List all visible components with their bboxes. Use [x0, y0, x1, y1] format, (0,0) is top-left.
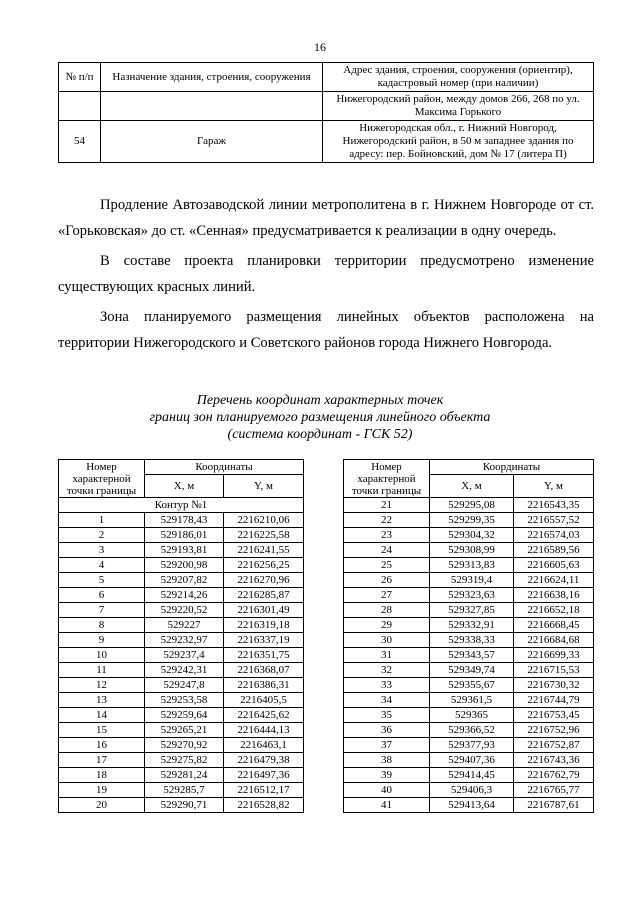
- point-number: 25: [344, 558, 430, 573]
- y-value: 2216444,13: [224, 723, 304, 738]
- x-value: 529214,26: [145, 588, 224, 603]
- coordinates-table-right: [343, 459, 594, 813]
- point-number: 35: [344, 708, 430, 723]
- point-number: 21: [344, 498, 430, 513]
- coord-row: [59, 708, 304, 723]
- y-value: 2216752,96: [514, 723, 594, 738]
- y-value: 2216638,16: [514, 588, 594, 603]
- x-value: 529313,83: [430, 558, 514, 573]
- y-value: 2216765,77: [514, 783, 594, 798]
- point-number: 6: [59, 588, 145, 603]
- coord-header-row: [59, 460, 304, 475]
- table-row: [59, 121, 594, 163]
- x-value: 529327,85: [430, 603, 514, 618]
- point-number: 38: [344, 753, 430, 768]
- x-value: 529304,32: [430, 528, 514, 543]
- x-value: 529237,4: [145, 648, 224, 663]
- x-value: 529414,45: [430, 768, 514, 783]
- y-value: 2216730,32: [514, 678, 594, 693]
- coord-row: [59, 528, 304, 543]
- coord-row: [59, 573, 304, 588]
- paragraph: В составе проекта планировки территории предусмотрено изменение существующих красных линий.: [58, 253, 594, 295]
- point-number: 17: [59, 753, 145, 768]
- point-number: 10: [59, 648, 145, 663]
- x-value: 529413,64: [430, 798, 514, 813]
- point-number: 5: [59, 573, 145, 588]
- point-number: 31: [344, 648, 430, 663]
- point-number: 29: [344, 618, 430, 633]
- point-number: 26: [344, 573, 430, 588]
- coord-row: [344, 498, 594, 513]
- coord-row: [344, 708, 594, 723]
- y-value: 2216463,1: [224, 738, 304, 753]
- y-value: 2216652,18: [514, 603, 594, 618]
- y-value: 2216743,36: [514, 753, 594, 768]
- x-value: 529178,43: [145, 513, 224, 528]
- x-value: 529270,92: [145, 738, 224, 753]
- coord-row: [344, 753, 594, 768]
- point-number: 3: [59, 543, 145, 558]
- y-value: 2216512,17: [224, 783, 304, 798]
- coord-row: [344, 603, 594, 618]
- y-value: 2216386,31: [224, 678, 304, 693]
- x-value: 529265,21: [145, 723, 224, 738]
- row-address: Нижегородский район, между домов 266, 268 по ул. Максима Горького: [323, 92, 594, 121]
- header-purpose: Назначение здания, строения, сооружения: [101, 63, 323, 92]
- coord-row: [59, 783, 304, 798]
- y-value: 2216787,61: [514, 798, 594, 813]
- x-value: 529343,57: [430, 648, 514, 663]
- coordinates-caption: [0, 392, 640, 443]
- caption-line: границ зон планируемого размещения линейного объекта: [149, 410, 491, 425]
- x-value: 529365: [430, 708, 514, 723]
- coord-row: [59, 543, 304, 558]
- point-number: 7: [59, 603, 145, 618]
- y-value: 2216351,75: [224, 648, 304, 663]
- coord-header-row: [344, 460, 594, 475]
- y-value: 2216752,87: [514, 738, 594, 753]
- buildings-table: [58, 62, 594, 163]
- coord-row: [59, 663, 304, 678]
- coord-row: [59, 723, 304, 738]
- x-value: 529281,24: [145, 768, 224, 783]
- coord-row: [59, 738, 304, 753]
- coord-row: [59, 618, 304, 633]
- y-value: 2216699,33: [514, 648, 594, 663]
- point-number: 22: [344, 513, 430, 528]
- x-value: 529332,91: [430, 618, 514, 633]
- coord-row: [59, 678, 304, 693]
- coord-row: [344, 723, 594, 738]
- y-value: 2216479,38: [224, 753, 304, 768]
- header-point: Номер характерной точки границы: [59, 460, 145, 498]
- paragraph: Продление Автозаводской линии метрополитена в г. Нижнем Новгороде от ст. «Горьковская» до ст. «Сенная» предусматривается к реализации в одну очередь.: [58, 197, 594, 239]
- coord-row: [344, 663, 594, 678]
- point-number: 14: [59, 708, 145, 723]
- coord-row: [344, 648, 594, 663]
- paragraph: Зона планируемого размещения линейных объектов расположена на территории Нижегородского и Советского районов города Нижнего Новгорода.: [58, 309, 594, 351]
- row-address: Нижегородская обл., г. Нижний Новгород, Нижегородский район, в 50 м западнее здания по адресу: пер. Бойновский, дом № 17 (литера П): [323, 121, 594, 163]
- y-value: 2216605,63: [514, 558, 594, 573]
- coord-row: [344, 783, 594, 798]
- y-value: 2216337,19: [224, 633, 304, 648]
- y-value: 2216241,55: [224, 543, 304, 558]
- contour-row: [59, 498, 304, 513]
- point-number: 13: [59, 693, 145, 708]
- y-value: 2216256,25: [224, 558, 304, 573]
- x-value: 529299,35: [430, 513, 514, 528]
- coord-row: [344, 513, 594, 528]
- coord-row: [344, 768, 594, 783]
- y-value: 2216762,79: [514, 768, 594, 783]
- coord-row: [344, 573, 594, 588]
- x-value: 529186,01: [145, 528, 224, 543]
- point-number: 36: [344, 723, 430, 738]
- buildings-table-header: [59, 63, 594, 92]
- x-value: 529406,3: [430, 783, 514, 798]
- x-value: 529366,52: [430, 723, 514, 738]
- y-value: 2216285,87: [224, 588, 304, 603]
- y-value: 2216624,11: [514, 573, 594, 588]
- coord-row: [59, 558, 304, 573]
- point-number: 24: [344, 543, 430, 558]
- x-value: 529355,67: [430, 678, 514, 693]
- y-value: 2216528,82: [224, 798, 304, 813]
- point-number: 32: [344, 663, 430, 678]
- point-number: 16: [59, 738, 145, 753]
- y-value: 2216715,53: [514, 663, 594, 678]
- coord-row: [59, 513, 304, 528]
- point-number: 2: [59, 528, 145, 543]
- x-value: 529308,99: [430, 543, 514, 558]
- x-value: 529407,36: [430, 753, 514, 768]
- y-value: 2216301,49: [224, 603, 304, 618]
- y-value: 2216684,68: [514, 633, 594, 648]
- y-value: 2216270,96: [224, 573, 304, 588]
- contour-label: Контур №1: [59, 498, 304, 513]
- x-value: 529242,31: [145, 663, 224, 678]
- point-number: 28: [344, 603, 430, 618]
- coord-row: [59, 633, 304, 648]
- y-value: 2216405,5: [224, 693, 304, 708]
- y-value: 2216225,58: [224, 528, 304, 543]
- y-value: 2216557,52: [514, 513, 594, 528]
- point-number: 39: [344, 768, 430, 783]
- point-number: 1: [59, 513, 145, 528]
- body-text: [58, 192, 594, 360]
- coord-row: [59, 693, 304, 708]
- y-value: 2216319,18: [224, 618, 304, 633]
- y-value: 2216497,36: [224, 768, 304, 783]
- x-value: 529319,4: [430, 573, 514, 588]
- coord-row: [344, 693, 594, 708]
- point-number: 33: [344, 678, 430, 693]
- point-number: 20: [59, 798, 145, 813]
- coord-row: [344, 738, 594, 753]
- coord-row: [59, 603, 304, 618]
- x-value: 529323,63: [430, 588, 514, 603]
- coord-row: [59, 798, 304, 813]
- coord-row: [344, 678, 594, 693]
- x-value: 529247,8: [145, 678, 224, 693]
- header-y: Y, м: [224, 475, 304, 498]
- header-y: Y, м: [514, 475, 594, 498]
- y-value: 2216425,62: [224, 708, 304, 723]
- y-value: 2216668,45: [514, 618, 594, 633]
- x-value: 529259,64: [145, 708, 224, 723]
- coord-row: [344, 618, 594, 633]
- point-number: 11: [59, 663, 145, 678]
- point-number: 8: [59, 618, 145, 633]
- coord-row: [344, 528, 594, 543]
- point-number: 4: [59, 558, 145, 573]
- caption-line: (система координат - ГСК 52): [227, 427, 413, 442]
- point-number: 37: [344, 738, 430, 753]
- x-value: 529207,82: [145, 573, 224, 588]
- coord-row: [344, 588, 594, 603]
- coord-row: [59, 648, 304, 663]
- row-number: 54: [59, 121, 101, 163]
- x-value: 529361,5: [430, 693, 514, 708]
- x-value: 529290,71: [145, 798, 224, 813]
- coordinates-table-left: [58, 459, 304, 813]
- x-value: 529349,74: [430, 663, 514, 678]
- point-number: 30: [344, 633, 430, 648]
- y-value: 2216574,03: [514, 528, 594, 543]
- x-value: 529377,93: [430, 738, 514, 753]
- coord-row: [59, 768, 304, 783]
- x-value: 529253,58: [145, 693, 224, 708]
- x-value: 529193,81: [145, 543, 224, 558]
- x-value: 529275,82: [145, 753, 224, 768]
- point-number: 12: [59, 678, 145, 693]
- y-value: 2216753,45: [514, 708, 594, 723]
- coord-row: [59, 588, 304, 603]
- x-value: 529232,97: [145, 633, 224, 648]
- row-purpose: Гараж: [101, 121, 323, 163]
- header-coords: Координаты: [430, 460, 594, 475]
- y-value: 2216210,06: [224, 513, 304, 528]
- coord-row: [344, 633, 594, 648]
- x-value: 529295,08: [430, 498, 514, 513]
- point-number: 34: [344, 693, 430, 708]
- point-number: 27: [344, 588, 430, 603]
- point-number: 18: [59, 768, 145, 783]
- y-value: 2216543,35: [514, 498, 594, 513]
- table-row: [59, 92, 594, 121]
- row-number: [59, 92, 101, 121]
- header-coords: Координаты: [145, 460, 304, 475]
- x-value: 529338,33: [430, 633, 514, 648]
- header-address: Адрес здания, строения, сооружения (ориентир), кадастровый номер (при наличии): [323, 63, 594, 92]
- coord-row: [59, 753, 304, 768]
- y-value: 2216744,79: [514, 693, 594, 708]
- point-number: 41: [344, 798, 430, 813]
- header-number: № п/п: [59, 63, 101, 92]
- y-value: 2216368,07: [224, 663, 304, 678]
- header-x: X, м: [145, 475, 224, 498]
- page-number: 16: [314, 40, 326, 54]
- caption-line: Перечень координат характерных точек: [196, 393, 444, 408]
- x-value: 529200,98: [145, 558, 224, 573]
- x-value: 529220,52: [145, 603, 224, 618]
- header-x: X, м: [430, 475, 514, 498]
- y-value: 2216589,56: [514, 543, 594, 558]
- header-point: Номер характерной точки границы: [344, 460, 430, 498]
- row-purpose: [101, 92, 323, 121]
- point-number: 9: [59, 633, 145, 648]
- x-value: 529227: [145, 618, 224, 633]
- point-number: 19: [59, 783, 145, 798]
- coord-row: [344, 543, 594, 558]
- coord-row: [344, 798, 594, 813]
- x-value: 529285,7: [145, 783, 224, 798]
- point-number: 23: [344, 528, 430, 543]
- point-number: 15: [59, 723, 145, 738]
- point-number: 40: [344, 783, 430, 798]
- coord-row: [344, 558, 594, 573]
